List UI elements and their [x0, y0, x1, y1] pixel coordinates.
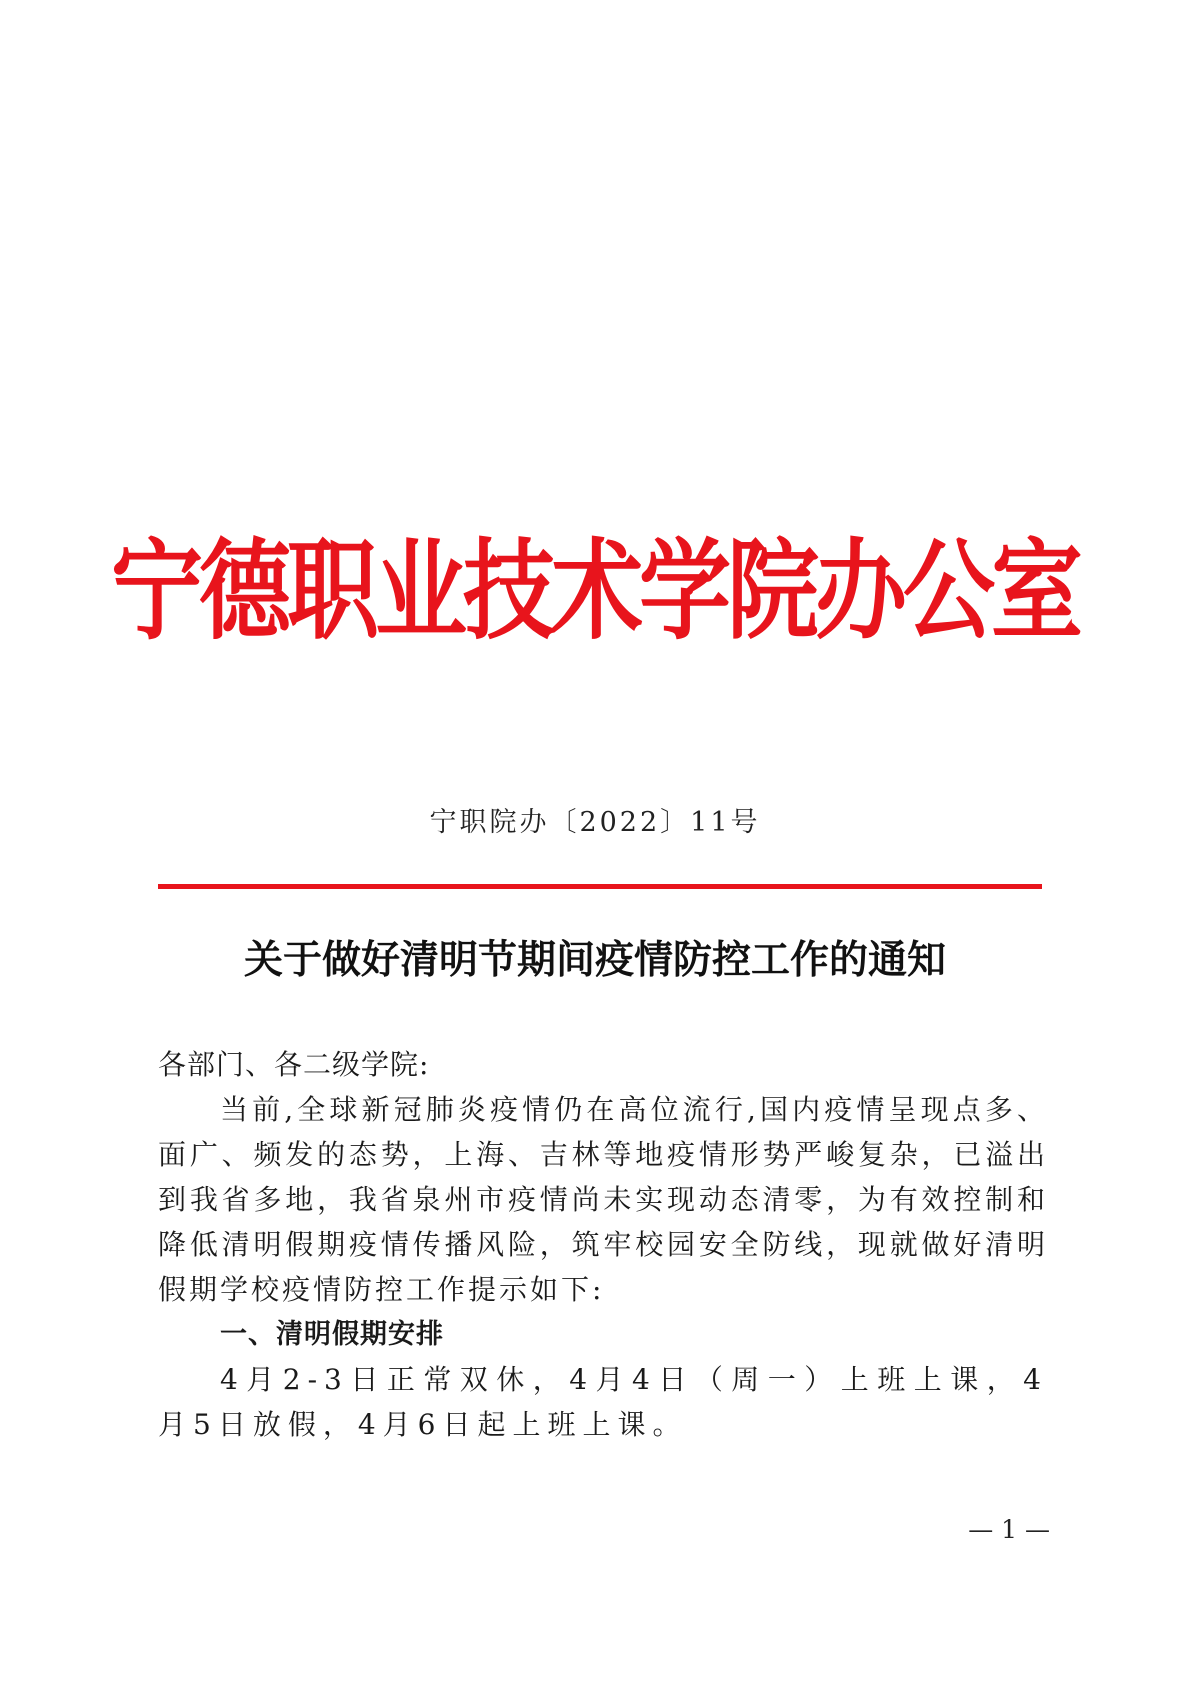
red-divider-line [158, 884, 1042, 889]
document-number: 宁职院办〔2022〕11号 [429, 807, 761, 838]
paragraph-intro: 当前,全球新冠肺炎疫情仍在高位流行,国内疫情呈现点多、面广、频发的态势，上海、吉林等地疫情形势严峻复杂，已溢出到我省多地，我省泉州市疫情尚未实现动态清零，为有效控制和降低清明假期疫情传播风险，筑牢校园安全防线，现就做好清明假期学校疫情防控工作提示如下: [158, 1093, 1048, 1306]
masthead-title: 宁德职业技术学院办公室 [110, 527, 1079, 655]
salutation: 各部门、各二级学院: [158, 1048, 430, 1081]
section-text-1: 4月2-3日正常双休，4月4日（周一）上班上课，4月5日放假，4月6日起上班上课。 [158, 1363, 1048, 1441]
document-title: 关于做好清明节期间疫情防控工作的通知 [243, 937, 946, 983]
document-body [158, 1042, 1048, 1447]
page-number: — 1 — [968, 1515, 1050, 1544]
section-heading-1: 一、清明假期安排 [220, 1319, 444, 1350]
